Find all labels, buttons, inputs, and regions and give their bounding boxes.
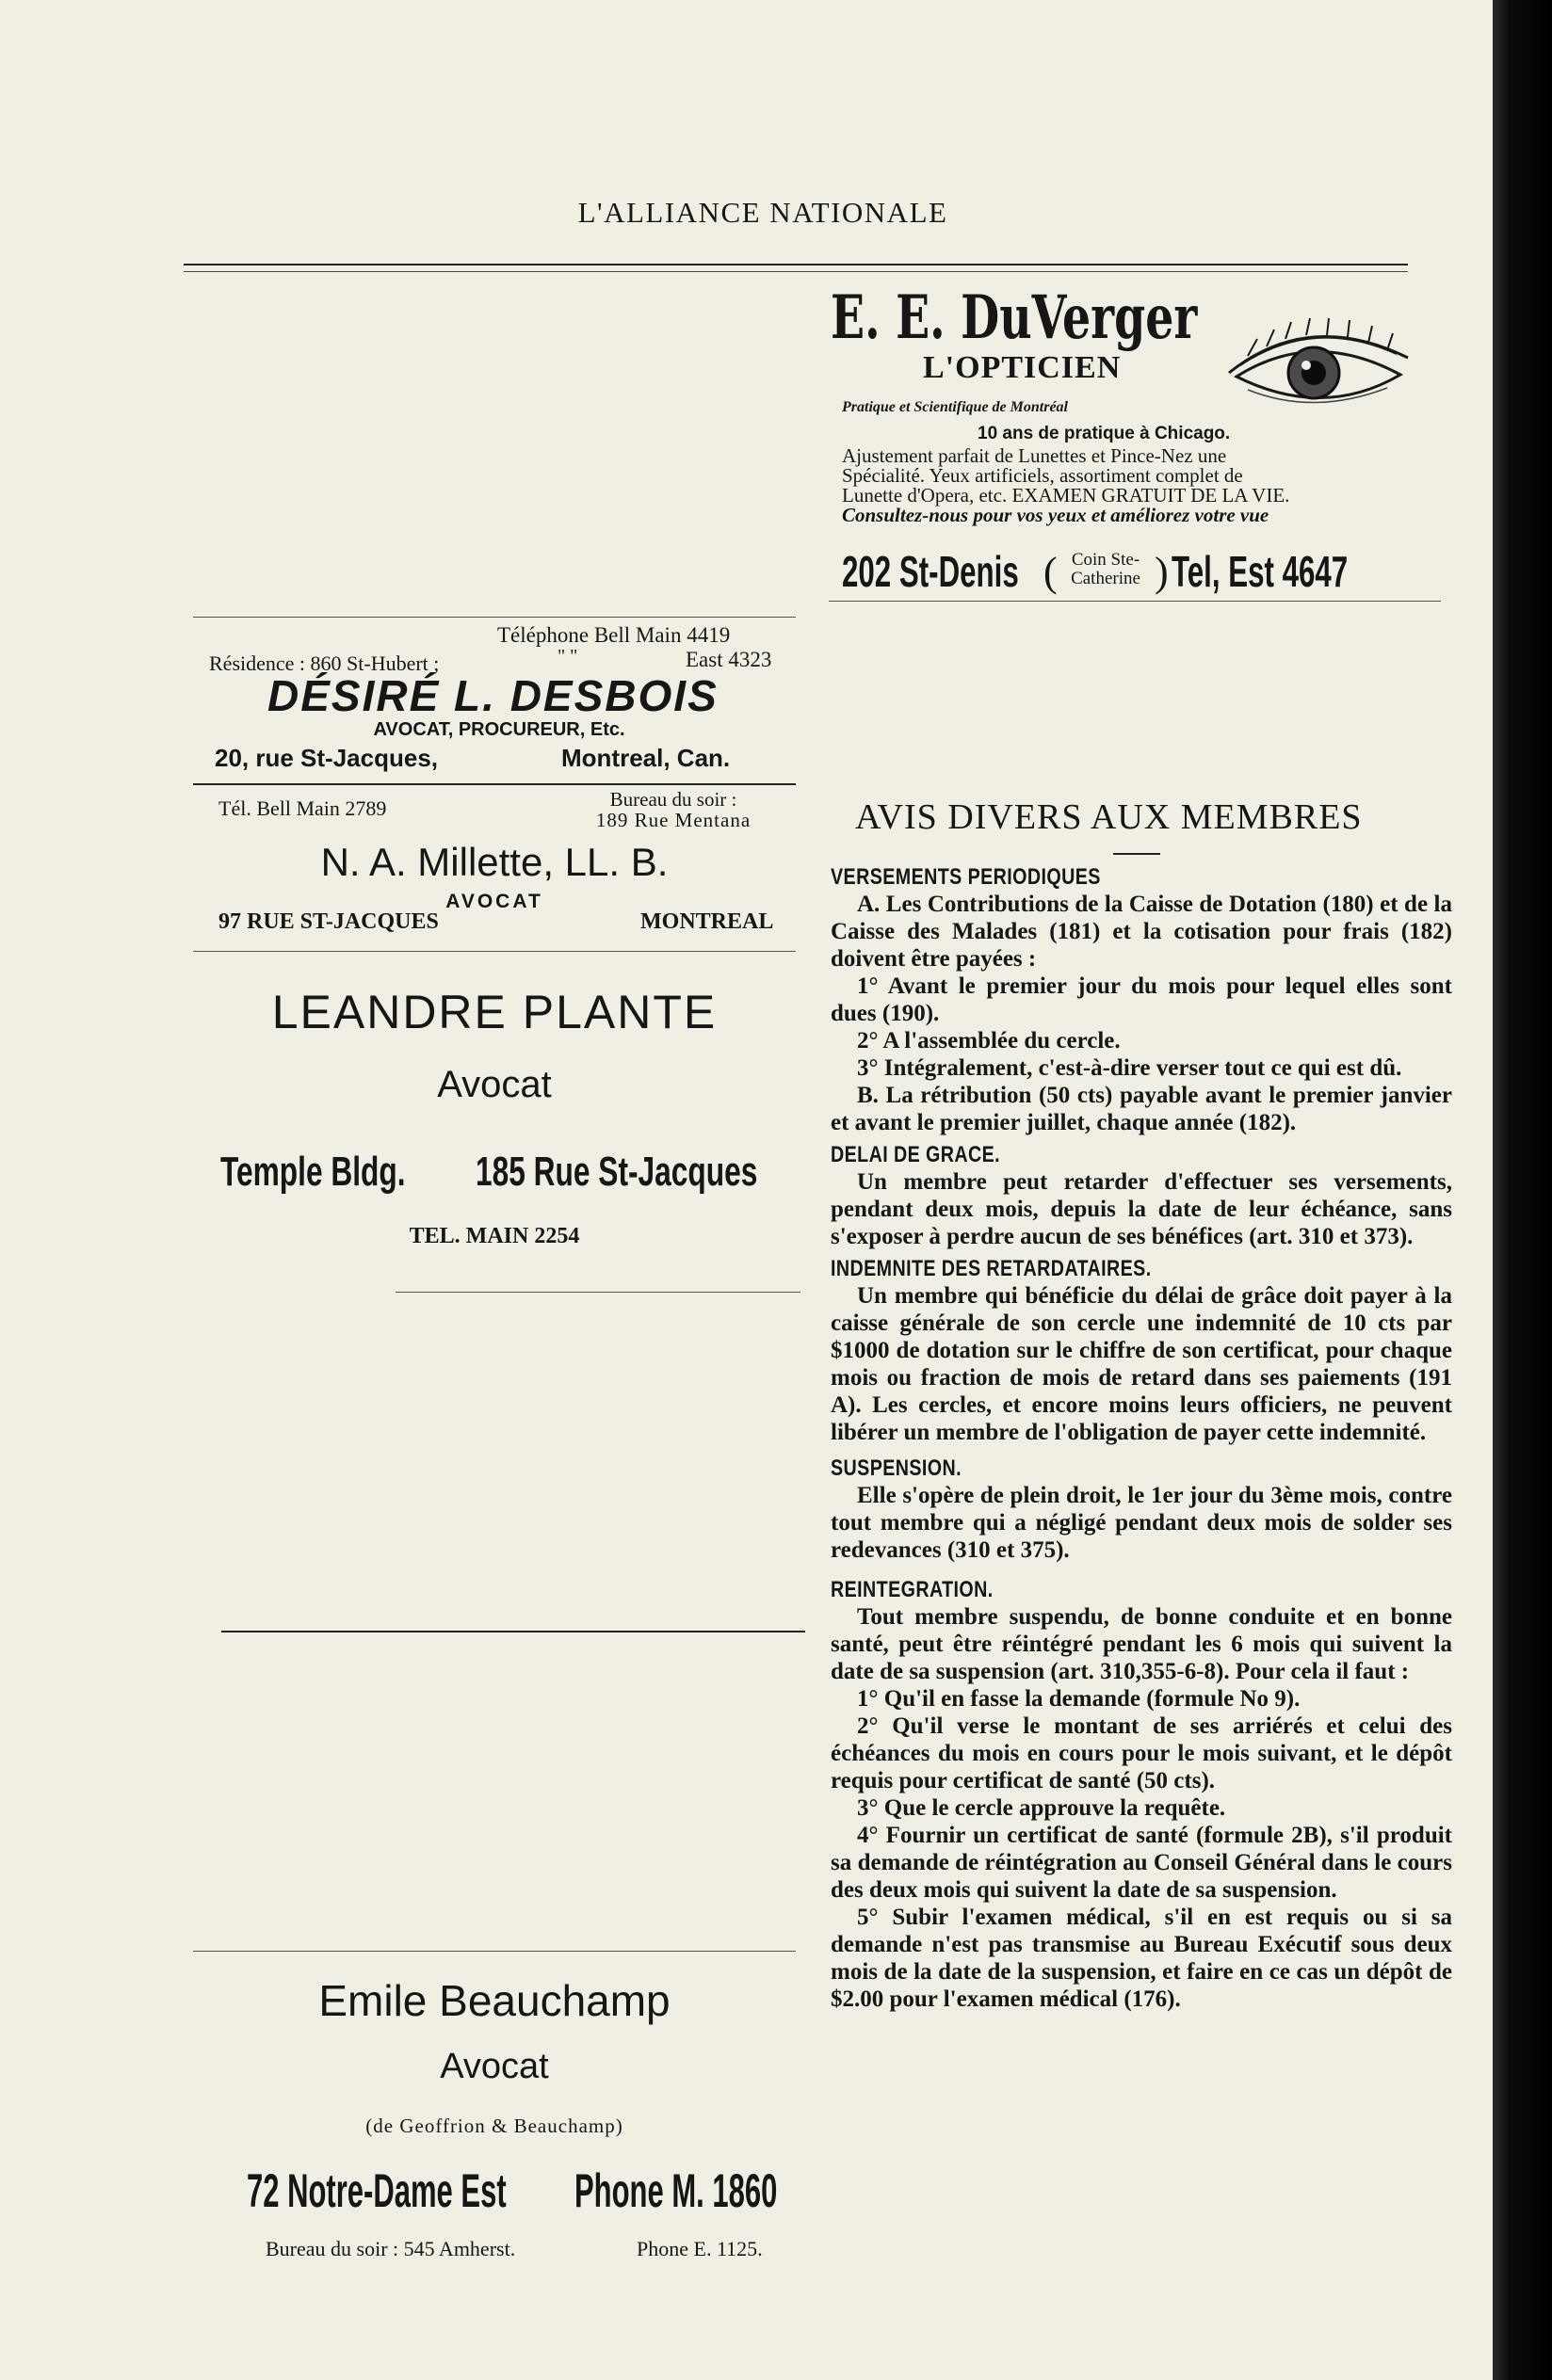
desbois-residence: Résidence : 860 St-Hubert ;	[209, 651, 440, 675]
section-heading: DELAI DE GRACE.	[831, 1142, 1001, 1167]
millette-bureau-line: 189 Rue Mentana	[595, 809, 752, 831]
duverger-ad	[829, 282, 1441, 603]
corner-close-paren: )	[1155, 549, 1169, 595]
millette-city: MONTREAL	[640, 909, 774, 934]
beauchamp-profession: Avocat	[440, 2047, 549, 2086]
duverger-experience: 10 ans de pratique à Chicago.	[978, 424, 1231, 443]
section-body	[831, 891, 1452, 1136]
beauchamp-top-rule	[193, 1951, 796, 1952]
millette-address: 97 RUE ST-JACQUES	[218, 909, 439, 934]
section-body	[831, 1168, 1452, 1250]
duverger-text-line: Spécialité. Yeux artificiels, assortiment complet de	[842, 464, 1243, 487]
article-title-dash	[1113, 853, 1160, 855]
desbois-name: DÉSIRÉ L. DESBOIS	[267, 671, 719, 720]
paragraph: Un membre peut retarder d'effectuer ses versements, pendant deux mois, depuis la date de leur échéance, sans s'exposer à perdre aucun de ses bénéfices (art. 310 et 373).	[831, 1169, 1452, 1249]
paragraph: 3° Intégralement, c'est-à-dire verser tout ce qui est dû.	[857, 1055, 1402, 1081]
paragraph: 2° A l'assemblée du cercle.	[857, 1028, 1121, 1053]
duverger-address: 202 St-Denis	[842, 547, 1019, 596]
paragraph: B. La rétribution (50 cts) payable avant le premier janvier et avant le premier juillet, chaque année (182).	[831, 1083, 1452, 1135]
millette-phone: Tél. Bell Main 2789	[218, 796, 387, 820]
paragraph: 3° Que le cercle approuve la requête.	[857, 1795, 1226, 1821]
duverger-bottom-rule	[829, 601, 1441, 602]
section-heading: VERSEMENTS PERIODIQUES	[831, 864, 1101, 890]
beauchamp-address: 72 Notre-Dame Est	[247, 2164, 507, 2217]
duverger-name: E. E. DuVerger	[831, 282, 1198, 353]
beauchamp-name: Emile Beauchamp	[318, 1976, 671, 2025]
paragraph: Un membre qui bénéficie du délai de grâce doit payer à la caisse générale de son cercle une indemnité de 10 cts par $1000 de dotation sur le chiffre de son certificat, pour chaque mois ou fraction de mois de retard dans ses paiements (191 A). Les cercles, et encore moins leurs officiers, ne peuvent libérer un membre de l'obligation de payer cette indemnité.	[831, 1283, 1452, 1445]
duverger-phone: Tel, Est 4647	[1172, 547, 1349, 596]
desbois-ditto: " "	[558, 646, 578, 667]
paragraph: 2° Qu'il verse le montant de ses arriérés et celui des échéances du mois en cours pour le mois suivant, et le dépôt requis pour certificat de santé (50 cts).	[831, 1713, 1452, 1793]
desbois-address: 20, rue St-Jacques,	[215, 744, 438, 772]
millette-rule	[193, 951, 796, 952]
beauchamp-phone-evening: Phone E. 1125.	[637, 2237, 763, 2260]
corner-line: Catherine	[1071, 569, 1140, 588]
duverger-title: L'OPTICIEN	[923, 350, 1122, 385]
paragraph: 5° Subir l'examen médical, s'il en est requis ou si sa demande n'est pas transmise au Bureau Exécutif sous deux mois de la date de la suspension, et faire en ce cas un dépôt de $2.00 pour l'examen médical (176).	[831, 1905, 1452, 2012]
desbois-phone-main: Téléphone Bell Main 4419	[497, 623, 731, 647]
paragraph: A. Les Contributions de la Caisse de Dotation (180) et de la Caisse des Malades (181) et la cotisation pour frais (182) doivent être payées :	[831, 892, 1452, 972]
left-top-rule	[193, 617, 796, 618]
beauchamp-phone: Phone M. 1860	[574, 2164, 778, 2217]
section-heading: REINTEGRATION.	[831, 1577, 994, 1602]
plante-building: Temple Bldg.	[220, 1149, 406, 1195]
header-rule	[184, 264, 1408, 272]
millette-profession: AVOCAT	[445, 891, 543, 912]
article-body	[831, 864, 1452, 2013]
plante-name: LEANDRE PLANTE	[271, 986, 718, 1038]
duverger-text	[842, 446, 1445, 525]
duverger-corner	[1057, 551, 1155, 588]
section-body	[831, 1482, 1452, 1564]
duverger-text-line: Consultez-nous pour vos yeux et améliorez votre vue	[842, 504, 1269, 526]
paragraph: Tout membre suspendu, de bonne conduite et en bonne santé, peut être réintégré pendant les 6 mois qui suivent la date de sa suspension (art. 310,355-6-8). Pour cela il faut :	[831, 1604, 1452, 1684]
section-heading: SUSPENSION.	[831, 1455, 962, 1481]
paragraph: 1° Qu'il en fasse la demande (formule No 9).	[857, 1686, 1301, 1712]
millette-bureau	[556, 789, 791, 830]
duverger-tagline: Pratique et Scientifique de Montréal	[842, 399, 1068, 415]
plante-address: 185 Rue St-Jacques	[476, 1149, 758, 1195]
beauchamp-bureau: Bureau du soir : 545 Amherst.	[266, 2237, 516, 2260]
section-heading: INDEMNITE DES RETARDATAIRES.	[831, 1256, 1152, 1281]
running-header: L'ALLIANCE NATIONALE	[577, 196, 948, 229]
millette-bureau-line: Bureau du soir :	[609, 788, 737, 811]
eye-icon	[1220, 299, 1417, 422]
paragraph: 4° Fournir un certificat de santé (formule 2B), s'il produit sa demande de réintégration au Conseil Général dans le cours des deux mois qui suivent la date de sa suspension.	[831, 1823, 1452, 1903]
desbois-profession: AVOCAT, PROCUREUR, Etc.	[373, 719, 625, 740]
scan-margin	[1493, 0, 1552, 2380]
corner-open-paren: (	[1043, 549, 1058, 595]
beauchamp-firm: (de Geoffrion & Beauchamp)	[365, 2115, 623, 2137]
article-title: AVIS DIVERS AUX MEMBRES	[855, 797, 1363, 837]
paragraph: Elle s'opère de plein droit, le 1er jour du 3ème mois, contre tout membre qui a négligé pendant deux mois de solder ses redevances (310 et 375).	[831, 1483, 1452, 1563]
duverger-text-line: Lunette d'Opera, etc. EXAMEN GRATUIT DE LA VIE.	[842, 484, 1290, 507]
section-body	[831, 1603, 1452, 2013]
paragraph: 1° Avant le premier jour du mois pour lequel elles sont dues (190).	[831, 973, 1452, 1026]
section-body	[831, 1282, 1452, 1446]
desbois-city: Montreal, Can.	[561, 744, 731, 772]
desbois-rule	[193, 783, 796, 785]
blank-space-rule	[221, 1631, 805, 1632]
duverger-text-line: Ajustement parfait de Lunettes et Pince-Nez une	[842, 444, 1227, 467]
corner-line: Coin Ste-	[1071, 550, 1140, 570]
desbois-phone-east: East 4323	[686, 648, 772, 671]
plante-phone: TEL. MAIN 2254	[409, 1224, 580, 1248]
plante-rule	[396, 1292, 800, 1293]
millette-name: N. A. Millette, LL. B.	[320, 840, 669, 884]
plante-profession: Avocat	[437, 1064, 552, 1105]
